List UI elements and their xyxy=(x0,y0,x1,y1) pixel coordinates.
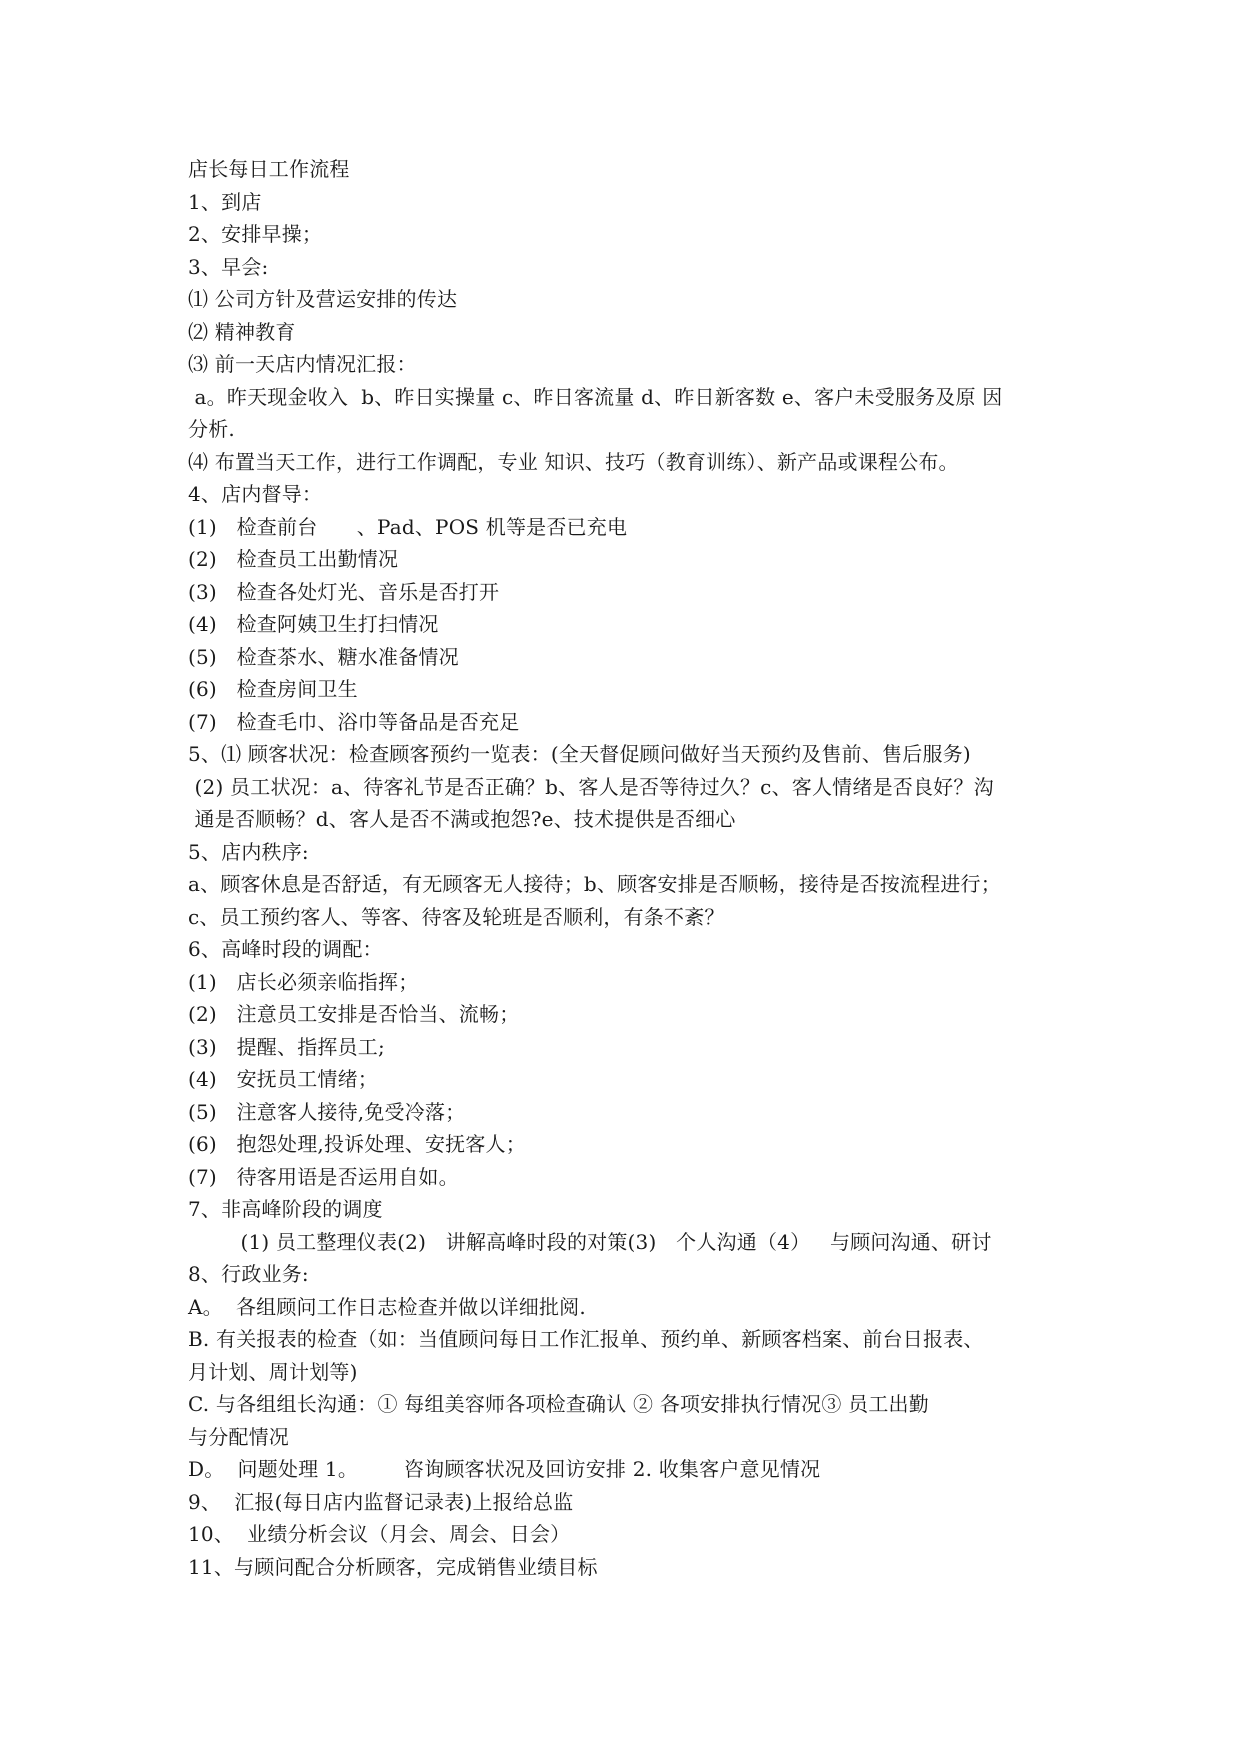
document-title: 店长每日工作流程 xyxy=(188,157,350,181)
text-line: 8、行政业务: xyxy=(188,1262,309,1286)
text-line: (1) 店长必须亲临指挥； xyxy=(188,969,419,994)
text-line: ⑴ 公司方针及营运安排的传达 xyxy=(188,287,458,311)
text-line: B. 有关报表的检查（如：当值顾问每日工作汇报单、预约单、新顾客档案、前台日报表、 xyxy=(188,1327,984,1351)
text-line: A。 各组顾问工作日志检查并做以详细批阅. xyxy=(188,1294,586,1319)
text-line: C. 与各组组长沟通：① 每组美容师各项检查确认 ② 各项安排执行情况③ 员工出勤 xyxy=(188,1392,929,1416)
text-line: (6) 检查房间卫生 xyxy=(188,677,358,701)
text-line: 4、店内督导： xyxy=(188,482,323,506)
text-line: (2) 员工状况：a、待客礼节是否正确？b、客人是否等待过久？c、客人情绪是否良好？沟 xyxy=(188,774,994,799)
text-line: ⑵ 精神教育 xyxy=(188,319,296,344)
text-line: D。 问题处理 1。 咨询顾客状况及回访安排 2. 收集客户意见情况 xyxy=(188,1457,821,1481)
text-line: (4) 安抚员工情绪； xyxy=(188,1067,379,1091)
text-line: a、顾客休息是否舒适，有无顾客无人接待；b、顾客安排是否顺畅，接待是否按流程进行； xyxy=(188,872,1001,896)
text-line: (5) 检查茶水、糖水准备情况 xyxy=(188,644,459,669)
text-line: ⑷ 布置当天工作，进行工作调配，专业 知识、技巧（教育训练）、新产品或课程公布。 xyxy=(188,449,959,474)
document-body xyxy=(188,153,1068,1583)
text-line: ⑶ 前一天店内情况汇报： xyxy=(188,352,417,376)
text-line: 分析. xyxy=(188,417,235,441)
text-line: 与分配情况 xyxy=(188,1424,289,1449)
text-line: (2) 检查员工出勤情况 xyxy=(188,547,399,571)
text-line: (7) 待客用语是否运用自如。 xyxy=(188,1164,459,1189)
text-line: (1) 员工整理仪表(2) 讲解高峰时段的对策(3) 个人沟通（4） 与顾问沟通、研讨 xyxy=(188,1229,992,1254)
text-line: 月计划、周计划等) xyxy=(188,1359,358,1384)
text-line: 3、早会: xyxy=(188,254,269,279)
text-line: (7) 检查毛巾、浴巾等备品是否充足 xyxy=(188,709,520,734)
text-line: (4) 检查阿姨卫生打扫情况 xyxy=(188,612,439,636)
text-line: 6、高峰时段的调配： xyxy=(188,937,383,961)
text-line: 5、⑴ 顾客状况：检查顾客预约一览表：(全天督促顾问做好当天预约及售前、售后服务) xyxy=(188,742,971,766)
text-line: 通是否顺畅？d、客人是否不满或抱怨?e、技术提供是否细心 xyxy=(188,807,736,831)
text-line: 5、店内秩序: xyxy=(188,839,309,864)
text-line: 11、与顾问配合分析顾客，完成销售业绩目标 xyxy=(188,1554,598,1579)
text-line: (3) 检查各处灯光、音乐是否打开 xyxy=(188,579,500,604)
text-line: (1) 检查前台 、Pad、POS 机等是否已充电 xyxy=(188,514,628,539)
text-line: 2、安排早操； xyxy=(188,222,323,246)
text-line: c、员工预约客人、等客、待客及轮班是否顺利，有条不紊？ xyxy=(188,904,725,929)
text-line: 10、 业绩分析会议（月会、周会、日会） xyxy=(188,1522,571,1546)
text-line: (2) 注意员工安排是否恰当、流畅； xyxy=(188,1002,520,1026)
text-line: (5) 注意客人接待,免受冷落； xyxy=(188,1099,466,1124)
text-line: (3) 提醒、指挥员工; xyxy=(188,1034,385,1059)
text-line: 7、非高峰阶段的调度 xyxy=(188,1197,383,1221)
text-line: 1、到店 xyxy=(188,189,262,214)
text-line: 9、 汇报(每日店内监督记录表)上报给总监 xyxy=(188,1489,574,1514)
text-line: a。昨天现金收入 b、昨日实操量 c、昨日客流量 d、昨日新客数 e、客户未受服务及原 因 xyxy=(188,384,1003,409)
text-line: (6) 抱怨处理,投诉处理、安抚客人； xyxy=(188,1132,526,1156)
